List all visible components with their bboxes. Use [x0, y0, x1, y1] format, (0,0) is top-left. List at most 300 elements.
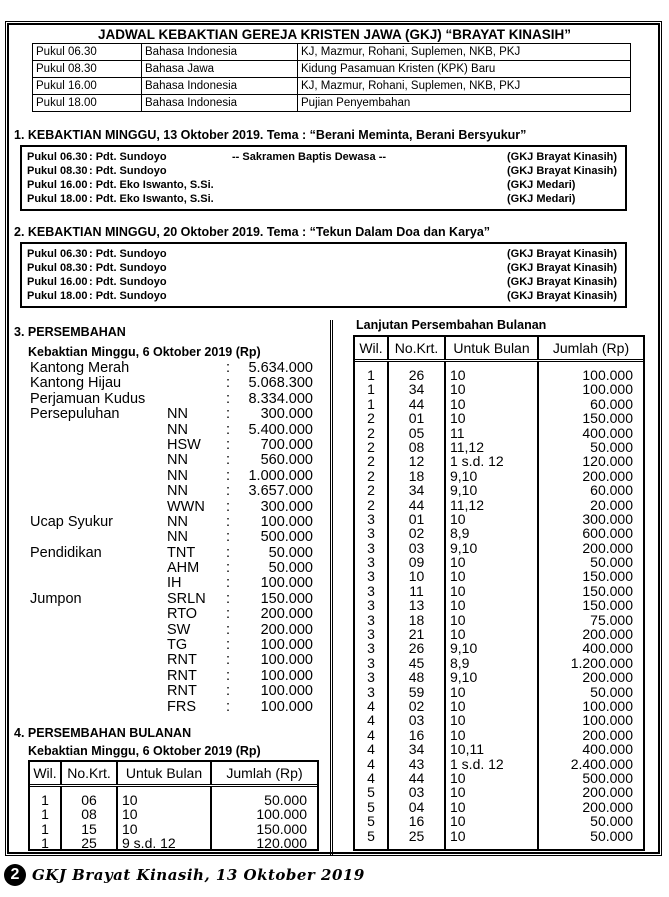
cell-card-no: 21 [408, 626, 425, 643]
cell-month: 10 [450, 510, 466, 527]
service-pastor: : Pdt. Sundoyo [89, 248, 167, 260]
service-2-title: 2. KEBAKTIAN MINGGU, 20 Oktober 2019. Tema : “Tekun Dalam Doa dan Karya” [14, 225, 491, 239]
offering-row [30, 500, 320, 515]
offering-code: WWN [167, 498, 205, 515]
col-header-amount: Jumlah (Rp) [552, 340, 630, 356]
cell-wil: 3 [367, 640, 375, 657]
cell-card-no: 11 [409, 582, 424, 599]
offering-colon: : [226, 637, 231, 654]
service-pastor: : Pdt. Sundoyo [89, 262, 167, 274]
cell-month: 10 [450, 769, 466, 786]
cell-wil: 3 [367, 554, 375, 571]
offering-colon: : [226, 698, 231, 715]
cell-month: 10 [450, 798, 466, 815]
service-time: Pukul 16.00 [27, 276, 88, 288]
cell-month: 10 [450, 726, 466, 743]
cell-amount: 150.000 [582, 410, 633, 427]
cell-card-no: 02 [408, 697, 425, 714]
cell-amount: 150.000 [582, 582, 633, 599]
offering-amount: 100.000 [260, 652, 313, 669]
cell-card-no: 08 [81, 806, 97, 823]
column-card-no [389, 362, 446, 851]
schedule-row [33, 95, 631, 112]
offering-amount: 5.634.000 [248, 360, 313, 376]
offering-row [30, 484, 320, 499]
cell-card-no: 16 [408, 726, 425, 743]
cell-month: 10,11 [450, 741, 484, 758]
cell-amount: 200.000 [582, 798, 633, 815]
cell-amount: 50.000 [264, 792, 307, 808]
cell-card-no: 05 [408, 424, 425, 441]
cell-amount: 20.000 [590, 496, 633, 513]
cell-card-no: 08 [408, 438, 425, 455]
footer-text: GKJ Brayat Kinasih, 13 Oktober 2019 [32, 866, 365, 884]
cell-month: 11 [450, 424, 465, 441]
offering-code: IH [167, 575, 182, 592]
service-time: Pukul 18.00 [27, 193, 88, 205]
schedule-time: Pukul 18.00 [33, 95, 142, 112]
service-row [27, 178, 625, 192]
cell-amount: 150.000 [582, 597, 633, 614]
cell-amount: 500.000 [582, 769, 633, 786]
schedule-songbook: Pujian Penyembahan [298, 95, 631, 112]
offering-colon: : [226, 436, 231, 453]
cell-wil: 3 [367, 654, 375, 671]
service-pastor: : Pdt. Eko Iswanto, S.Si. [89, 179, 214, 191]
cell-month: 1 s.d. 12 [450, 453, 504, 470]
cell-card-no: 06 [81, 792, 97, 808]
offering-row [30, 623, 320, 638]
cell-month: 9 s.d. 12 [122, 835, 176, 852]
cell-month: 10 [122, 806, 138, 823]
schedule-time: Pukul 06.30 [33, 44, 142, 61]
offering-colon: : [226, 483, 231, 500]
col-header-wil: Wil. [30, 762, 62, 784]
schedule-songbook: KJ, Mazmur, Rohani, Suplemen, NKB, PKJ [298, 44, 631, 61]
cell-amount: 50.000 [590, 683, 633, 700]
schedule-language: Bahasa Indonesia [142, 44, 298, 61]
cell-amount: 50.000 [590, 827, 633, 844]
cell-card-no: 34 [408, 741, 425, 758]
offering-amount: 100.000 [260, 683, 313, 700]
schedule-language: Bahasa Jawa [142, 61, 298, 78]
cell-month: 10 [450, 697, 466, 714]
service-row [27, 150, 625, 164]
column-card-no [62, 787, 118, 851]
cell-wil: 4 [367, 769, 375, 786]
service-row [27, 275, 625, 289]
cell-month: 10 [450, 813, 466, 830]
offering-amount: 300.000 [260, 498, 313, 515]
cell-month: 10 [122, 820, 138, 837]
service-church: (GKJ Brayat Kinasih) [507, 290, 618, 302]
schedule-row [33, 44, 631, 61]
cell-amount: 120.000 [582, 453, 633, 470]
cell-card-no: 01 [408, 510, 425, 527]
offering-row [30, 561, 320, 576]
offering-label: Kantong Hijau [30, 375, 122, 392]
cell-wil: 1 [41, 835, 49, 852]
monthly-offerings-subtitle: Kebaktian Minggu, 6 Oktober 2019 (Rp) [28, 744, 261, 758]
offering-label: Kantong Merah [30, 360, 130, 376]
cell-amount: 200.000 [582, 669, 633, 686]
offering-code: HSW [167, 436, 201, 453]
table-header [30, 762, 317, 787]
cell-month: 10 [450, 784, 466, 801]
service-pastor: : Pdt. Sundoyo [89, 290, 167, 302]
schedule-time: Pukul 16.00 [33, 78, 142, 95]
offering-row [30, 684, 320, 699]
cell-amount: 200.000 [582, 626, 633, 643]
offering-row [30, 453, 320, 468]
cell-amount: 150.000 [582, 568, 633, 585]
offering-code: NN [167, 529, 188, 546]
offering-label: Persepuluhan [30, 406, 120, 423]
cell-amount: 75.000 [590, 611, 633, 628]
offering-colon: : [226, 667, 231, 684]
cell-month: 10 [450, 381, 466, 398]
worship-schedule-table [32, 43, 631, 112]
offering-colon: : [226, 360, 231, 376]
cell-amount: 400.000 [582, 741, 633, 758]
page-title: JADWAL KEBAKTIAN GEREJA KRISTEN JAWA (GKJ) “BRAYAT KINASIH” [97, 27, 572, 42]
table-body [30, 787, 317, 851]
cell-amount: 100.000 [582, 367, 633, 383]
service-1-box [20, 145, 627, 211]
cell-wil: 3 [367, 525, 375, 542]
cell-card-no: 15 [81, 820, 97, 837]
col-header-card-no: No.Krt. [389, 337, 446, 359]
cell-month: 9,10 [450, 482, 478, 499]
cell-wil: 4 [367, 741, 375, 758]
service-church: (GKJ Medari) [507, 179, 576, 191]
column-amount [212, 787, 317, 851]
offering-row [30, 423, 320, 438]
cell-wil: 2 [367, 482, 375, 499]
offering-label: Pendidikan [30, 544, 102, 561]
table-header [355, 337, 643, 362]
cell-month: 10 [122, 792, 138, 808]
service-pastor: : Pdt. Sundoyo [89, 276, 167, 288]
offering-colon: : [226, 467, 231, 484]
cell-amount: 100.000 [256, 806, 307, 823]
cell-month: 1 s.d. 12 [450, 755, 504, 772]
cell-wil: 3 [367, 539, 375, 556]
service-row [27, 192, 625, 206]
offering-row [30, 438, 320, 453]
cell-wil: 4 [367, 697, 375, 714]
cell-card-no: 04 [408, 798, 425, 815]
cell-wil: 4 [367, 755, 375, 772]
offering-code: NN [167, 467, 188, 484]
cell-wil: 5 [367, 798, 375, 815]
cell-card-no: 44 [408, 395, 425, 412]
cell-wil: 2 [367, 410, 375, 427]
cell-wil: 1 [367, 395, 375, 412]
offering-row [30, 376, 320, 391]
cell-card-no: 18 [408, 467, 425, 484]
cell-amount: 600.000 [582, 525, 633, 542]
monthly-continued-table [353, 335, 645, 851]
cell-month: 10 [450, 395, 466, 412]
cell-card-no: 09 [408, 554, 425, 571]
cell-card-no: 03 [408, 784, 425, 801]
cell-month: 10 [450, 683, 466, 700]
cell-amount: 100.000 [582, 712, 633, 729]
service-church: (GKJ Brayat Kinasih) [507, 165, 618, 177]
monthly-continued-title: Lanjutan Persembahan Bulanan [356, 318, 547, 332]
cell-month: 11,12 [450, 438, 484, 455]
cell-wil: 3 [367, 568, 375, 585]
offerings-title: 3. PERSEMBAHAN [14, 325, 126, 339]
offering-colon: : [226, 590, 231, 607]
offering-code: NN [167, 513, 188, 530]
offering-amount: 3.657.000 [248, 483, 313, 500]
service-pastor: : Pdt. Eko Iswanto, S.Si. [89, 193, 214, 205]
monthly-offerings-title: 4. PERSEMBAHAN BULANAN [14, 726, 192, 740]
cell-card-no: 26 [408, 640, 425, 657]
cell-wil: 1 [41, 792, 49, 808]
offering-row [30, 515, 320, 530]
cell-month: 10 [450, 568, 466, 585]
cell-month: 10 [450, 827, 466, 844]
service-pastor: : Pdt. Sundoyo [89, 151, 167, 163]
offering-colon: : [226, 544, 231, 561]
cell-card-no: 26 [408, 367, 425, 383]
offering-amount: 560.000 [260, 452, 313, 469]
cell-card-no: 13 [408, 597, 425, 614]
cell-month: 8,9 [450, 654, 470, 671]
cell-amount: 60.000 [590, 395, 633, 412]
service-time: Pukul 08.30 [27, 262, 88, 274]
service-time: Pukul 18.00 [27, 290, 88, 302]
service-note: -- Sakramen Baptis Dewasa -- [232, 151, 387, 163]
service-row [27, 261, 625, 275]
cell-month: 10 [450, 611, 466, 628]
offering-amount: 500.000 [260, 529, 313, 546]
column-wil [355, 362, 389, 851]
cell-amount: 100.000 [582, 381, 633, 398]
cell-wil: 3 [367, 597, 375, 614]
service-row [27, 247, 625, 261]
cell-wil: 3 [367, 510, 375, 527]
cell-card-no: 03 [408, 539, 425, 556]
schedule-row [33, 61, 631, 78]
offering-code: RTO [167, 606, 198, 623]
offering-colon: : [226, 575, 231, 592]
offering-colon: : [226, 652, 231, 669]
cell-wil: 3 [367, 611, 375, 628]
offering-label: Perjamuan Kudus [30, 390, 146, 407]
offerings-subtitle: Kebaktian Minggu, 6 Oktober 2019 (Rp) [28, 345, 261, 359]
offering-colon: : [226, 560, 231, 577]
cell-wil: 5 [367, 813, 375, 830]
col-header-amount: Jumlah (Rp) [226, 765, 303, 781]
offering-code: SRLN [167, 590, 206, 607]
schedule-time: Pukul 08.30 [33, 61, 142, 78]
cell-wil: 1 [41, 806, 49, 823]
page-number-badge: 2 [4, 864, 26, 886]
schedule-songbook: KJ, Mazmur, Rohani, Suplemen, NKB, PKJ [298, 78, 631, 95]
cell-amount: 50.000 [590, 438, 633, 455]
offering-code: RNT [167, 667, 197, 684]
cell-card-no: 44 [408, 769, 425, 786]
cell-amount: 200.000 [582, 539, 633, 556]
cell-month: 9,10 [450, 539, 478, 556]
service-2-box [20, 242, 627, 308]
cell-month: 9,10 [450, 640, 478, 657]
column-wil [30, 787, 62, 851]
offerings-list [30, 361, 320, 715]
offering-code: RNT [167, 652, 197, 669]
cell-card-no: 43 [408, 755, 425, 772]
cell-wil: 3 [367, 582, 375, 599]
cell-amount: 150.000 [256, 820, 307, 837]
offering-code: TG [167, 637, 188, 654]
offering-code: NN [167, 452, 188, 469]
cell-amount: 200.000 [582, 726, 633, 743]
cell-card-no: 16 [408, 813, 425, 830]
offering-row [30, 638, 320, 653]
cell-wil: 4 [367, 726, 375, 743]
cell-wil: 1 [367, 381, 375, 398]
offering-amount: 100.000 [260, 637, 313, 654]
offering-amount: 200.000 [260, 606, 313, 623]
cell-amount: 60.000 [590, 482, 633, 499]
schedule-language: Bahasa Indonesia [142, 95, 298, 112]
offering-label: Jumpon [30, 590, 82, 607]
cell-card-no: 12 [408, 453, 425, 470]
cell-card-no: 01 [408, 410, 425, 427]
page-footer [4, 862, 365, 888]
cell-month: 10 [450, 367, 466, 383]
offering-code: NN [167, 421, 188, 438]
service-time: Pukul 06.30 [27, 151, 88, 163]
cell-amount: 100.000 [582, 697, 633, 714]
monthly-offerings-table [28, 760, 319, 851]
cell-card-no: 44 [408, 496, 425, 513]
offering-row [30, 392, 320, 407]
cell-amount: 300.000 [582, 510, 633, 527]
table-body [355, 362, 643, 851]
service-pastor: : Pdt. Sundoyo [89, 165, 167, 177]
offering-code: TNT [167, 544, 196, 561]
cell-wil: 5 [367, 784, 375, 801]
schedule-language: Bahasa Indonesia [142, 78, 298, 95]
cell-card-no: 10 [408, 568, 425, 585]
col-header-wil: Wil. [355, 337, 389, 359]
schedule-songbook: Kidung Pasamuan Kristen (KPK) Baru [298, 61, 631, 78]
column-month [446, 362, 539, 851]
cell-month: 10 [450, 582, 466, 599]
offering-amount: 5.400.000 [248, 421, 313, 438]
cell-month: 10 [450, 712, 466, 729]
cell-wil: 1 [41, 820, 49, 837]
column-divider [330, 320, 333, 855]
offering-colon: : [226, 406, 231, 423]
service-row [27, 164, 625, 178]
service-church: (GKJ Brayat Kinasih) [507, 248, 618, 260]
cell-month: 9,10 [450, 467, 478, 484]
offering-amount: 100.000 [260, 575, 313, 592]
offering-row [30, 530, 320, 545]
cell-card-no: 34 [408, 482, 425, 499]
offering-colon: : [226, 498, 231, 515]
schedule-row [33, 78, 631, 95]
offering-amount: 150.000 [260, 590, 313, 607]
cell-card-no: 03 [408, 712, 425, 729]
service-time: Pukul 08.30 [27, 165, 88, 177]
col-header-card-no: No.Krt. [62, 762, 118, 784]
offering-colon: : [226, 683, 231, 700]
cell-card-no: 25 [408, 827, 425, 844]
service-1-title: 1. KEBAKTIAN MINGGU, 13 Oktober 2019. Tema : “Berani Meminta, Berani Bersyukur” [14, 128, 527, 142]
offering-row [30, 592, 320, 607]
cell-amount: 400.000 [582, 424, 633, 441]
cell-amount: 50.000 [590, 554, 633, 571]
offering-amount: 50.000 [268, 544, 313, 561]
service-church: (GKJ Brayat Kinasih) [507, 151, 618, 163]
column-amount [539, 362, 643, 851]
column-month [118, 787, 212, 851]
cell-month: 10 [450, 410, 466, 427]
cell-amount: 50.000 [590, 813, 633, 830]
offering-colon: : [226, 421, 231, 438]
offering-row [30, 546, 320, 561]
offering-colon: : [226, 621, 231, 638]
cell-amount: 2.400.000 [570, 755, 633, 772]
offering-row [30, 700, 320, 715]
offering-code: NN [167, 483, 188, 500]
cell-month: 10 [450, 597, 466, 614]
cell-card-no: 25 [81, 835, 97, 852]
offering-amount: 300.000 [260, 406, 313, 423]
cell-wil: 2 [367, 424, 375, 441]
offering-colon: : [226, 452, 231, 469]
offering-amount: 8.334.000 [248, 390, 313, 407]
offering-colon: : [226, 529, 231, 546]
offering-row [30, 576, 320, 591]
cell-card-no: 48 [408, 669, 425, 686]
cell-wil: 3 [367, 626, 375, 643]
cell-wil: 2 [367, 438, 375, 455]
offering-colon: : [226, 375, 231, 392]
cell-amount: 1.200.000 [570, 654, 633, 671]
service-church: (GKJ Brayat Kinasih) [507, 262, 618, 274]
col-header-month: Untuk Bulan [446, 337, 539, 359]
offering-amount: 200.000 [260, 621, 313, 638]
cell-card-no: 18 [408, 611, 425, 628]
offering-amount: 100.000 [260, 513, 313, 530]
offering-code: NN [167, 406, 188, 423]
col-header-month: Untuk Bulan [118, 762, 212, 784]
offering-code: FRS [167, 698, 196, 715]
cell-amount: 200.000 [582, 467, 633, 484]
cell-card-no: 02 [408, 525, 425, 542]
offering-label: Ucap Syukur [30, 513, 114, 530]
offering-row [30, 361, 320, 376]
cell-wil: 2 [367, 467, 375, 484]
offering-colon: : [226, 513, 231, 530]
cell-wil: 3 [367, 669, 375, 686]
service-time: Pukul 06.30 [27, 248, 88, 260]
offering-amount: 50.000 [268, 560, 313, 577]
cell-wil: 4 [367, 712, 375, 729]
offering-amount: 700.000 [260, 436, 313, 453]
cell-amount: 200.000 [582, 784, 633, 801]
cell-amount: 400.000 [582, 640, 633, 657]
offering-row [30, 669, 320, 684]
